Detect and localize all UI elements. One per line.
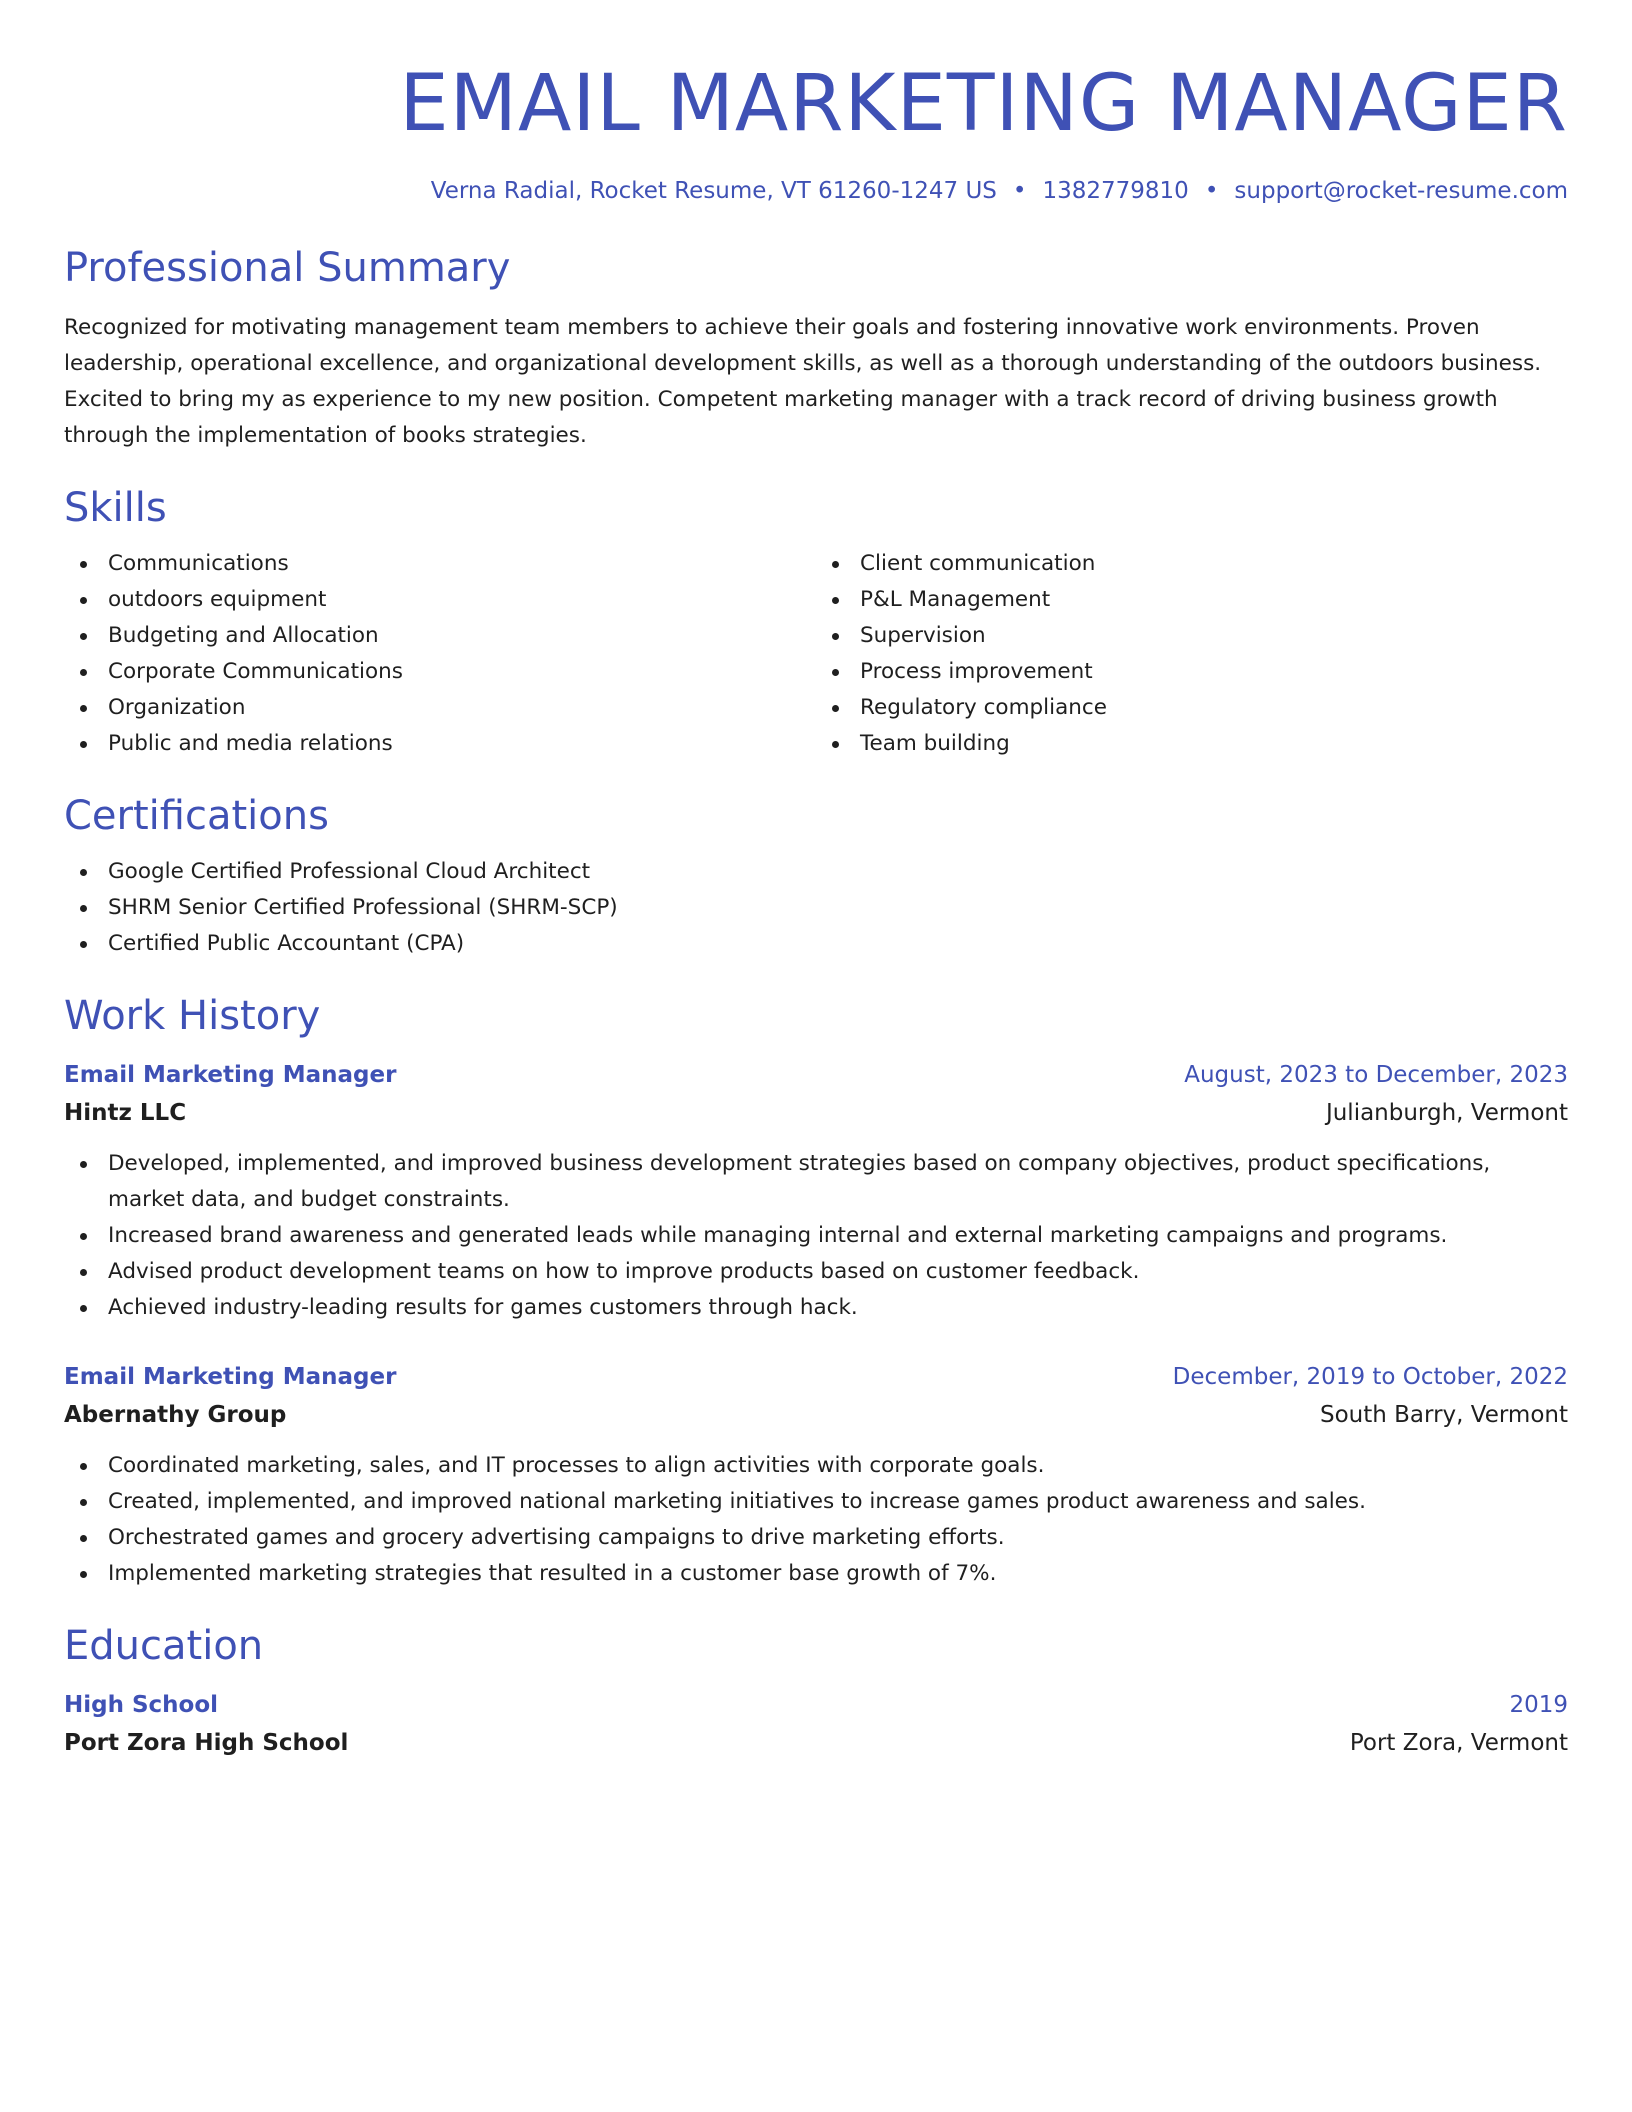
job-location: South Barry, Vermont (1320, 1402, 1568, 1428)
resume-header (64, 58, 1568, 206)
job-bullet: Advised product development teams on how to improve products based on customer feedback. (64, 1254, 1568, 1290)
job-title: Email Marketing Manager (64, 1062, 397, 1088)
skill-item: Team building (816, 726, 1568, 762)
skill-item: Communications (64, 546, 816, 582)
skill-item: Corporate Communications (64, 654, 816, 690)
job-title-row (64, 1358, 1568, 1396)
skills-right-list (816, 546, 1568, 762)
education-degree-row (64, 1686, 1568, 1724)
certification-item: SHRM Senior Certified Professional (SHRM-SCP) (64, 890, 1568, 926)
education-year: 2019 (1509, 1692, 1568, 1718)
job-bullet: Orchestrated games and grocery advertising campaigns to drive marketing efforts. (64, 1520, 1568, 1556)
certification-item: Certified Public Accountant (CPA) (64, 926, 1568, 962)
job-location: Julianburgh, Vermont (1325, 1100, 1568, 1126)
certifications-section (64, 792, 1568, 962)
certification-item: Google Certified Professional Cloud Architect (64, 854, 1568, 890)
skill-item: Supervision (816, 618, 1568, 654)
contact-separator: • (1204, 178, 1219, 204)
education-school-row (64, 1724, 1568, 1762)
skills-heading: Skills (64, 485, 167, 531)
education-degree: High School (64, 1692, 219, 1718)
skill-item: Organization (64, 690, 816, 726)
job-bullet: Implemented marketing strategies that resulted in a customer base growth of 7%. (64, 1556, 1568, 1592)
work-history-section (64, 992, 1568, 1592)
education-location: Port Zora, Vermont (1349, 1730, 1568, 1756)
work-history-heading: Work History (64, 993, 321, 1039)
skill-item: Client communication (816, 546, 1568, 582)
skills-columns (64, 546, 1568, 762)
job-bullet: Developed, implemented, and improved business development strategies based on company objectives, product specifications, market data, and budget constraints. (64, 1146, 1568, 1218)
contact-email: support@rocket-resume.com (1234, 178, 1568, 204)
skill-item: Budgeting and Allocation (64, 618, 816, 654)
education-heading: Education (64, 1623, 264, 1669)
job-dates: December, 2019 to October, 2022 (1172, 1364, 1568, 1390)
skill-item: Regulatory compliance (816, 690, 1568, 726)
skill-item: P&L Management (816, 582, 1568, 618)
job-bullet: Coordinated marketing, sales, and IT processes to align activities with corporate goals. (64, 1448, 1568, 1484)
contact-separator: • (1012, 178, 1027, 204)
job-company: Abernathy Group (64, 1402, 287, 1428)
summary-section (64, 244, 1568, 454)
education-entry (64, 1686, 1568, 1762)
job-bullet: Achieved industry-leading results for games customers through hack. (64, 1290, 1568, 1326)
job-title-row (64, 1056, 1568, 1094)
skills-left-list (64, 546, 816, 762)
job-company: Hintz LLC (64, 1100, 187, 1126)
skill-item: outdoors equipment (64, 582, 816, 618)
job-bullets (64, 1448, 1568, 1592)
resume-title: EMAIL MARKETING MANAGER (399, 59, 1568, 149)
job-dates: August, 2023 to December, 2023 (1184, 1062, 1568, 1088)
education-school: Port Zora High School (64, 1730, 349, 1756)
skill-item: Public and media relations (64, 726, 816, 762)
summary-text: Recognized for motivating management team members to achieve their goals and fostering innovative work environments. Proven leadership, operational excellence, and organizational development skills, as well as a thorough understanding of the outdoors business. Excited to bring my as experience to my new position. Competent marketing manager with a track record of driving business growth through the implementation of books strategies. (64, 315, 1542, 448)
job-title: Email Marketing Manager (64, 1364, 397, 1390)
contact-phone: 1382779810 (1042, 178, 1189, 204)
job-entry (64, 1056, 1568, 1326)
skill-item: Process improvement (816, 654, 1568, 690)
education-section (64, 1622, 1568, 1762)
summary-heading: Professional Summary (64, 245, 511, 291)
job-company-row (64, 1094, 1568, 1132)
job-bullet: Increased brand awareness and generated leads while managing internal and external marketing campaigns and programs. (64, 1218, 1568, 1254)
certifications-list (64, 854, 1568, 962)
contact-address: Verna Radial, Rocket Resume, VT 61260-1247 US (430, 178, 997, 204)
job-bullets (64, 1146, 1568, 1326)
job-entry (64, 1358, 1568, 1592)
certifications-heading: Certifications (64, 793, 329, 839)
job-bullet: Created, implemented, and improved national marketing initiatives to increase games product awareness and sales. (64, 1484, 1568, 1520)
skills-section (64, 484, 1568, 762)
job-company-row (64, 1396, 1568, 1434)
contact-line (64, 176, 1568, 206)
